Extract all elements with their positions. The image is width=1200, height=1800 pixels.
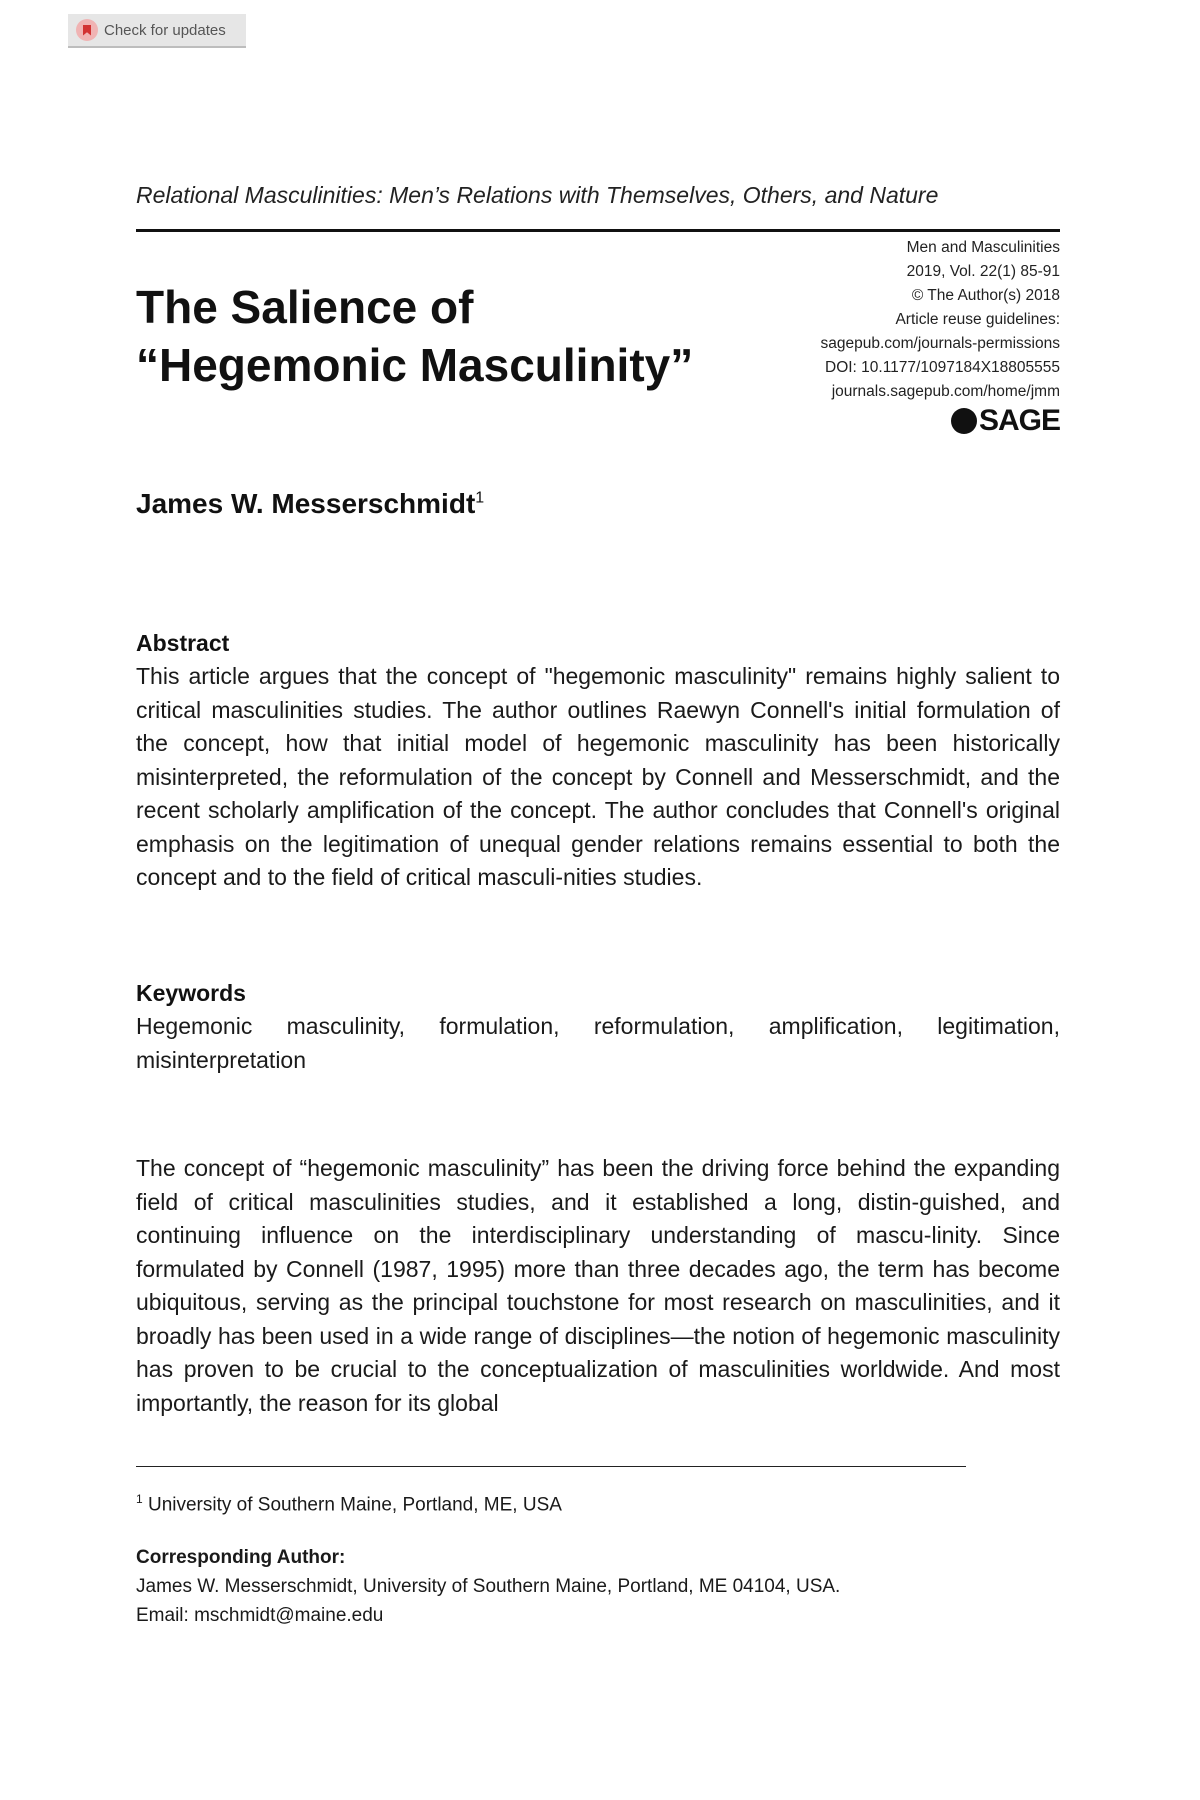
footnote-divider (136, 1466, 966, 1467)
bookmark-icon (76, 19, 98, 41)
reuse-guidelines: Article reuse guidelines: (895, 311, 1060, 328)
series-title: Relational Masculinities: Men’s Relations with Themselves, Others, and Nature (136, 182, 939, 208)
body-paragraph: The concept of “hegemonic masculinity” has been the driving force behind the expanding field of critical masculinities studies, and it established a long, distin-guished, and continuing influence on the interdisciplinary understanding of mascu-linity. Since formulated by Connell (1987, 1995) more than three decades ago, the term has become ubiquitous, serving as the principal touchstone for most research on masculinities, and it broadly has been used in a wide range of disciplines—the notion of hegemonic masculinity has proven to be crucial to the conceptualization of masculinities worldwide. And most importantly, the reason for its global (136, 1155, 1060, 1416)
doi-link[interactable]: DOI: 10.1177/1097184X18805555 (825, 359, 1060, 376)
footnote-affiliation-text: University of Southern Maine, Portland, ME, USA (147, 1494, 562, 1516)
sage-logo-icon (951, 408, 977, 434)
permissions-link[interactable]: sagepub.com/journals-permissions (820, 335, 1060, 352)
corresponding-author-email[interactable]: Email: mschmidt@maine.edu (136, 1605, 384, 1626)
keywords-heading: Keywords (136, 980, 246, 1006)
article-title (136, 278, 693, 394)
author-name (136, 488, 484, 520)
title-line-1: The Salience of (136, 281, 474, 333)
keywords-text: Hegemonic masculinity, formulation, reformulation, amplification, legitimation, misinterpretation (136, 1013, 1060, 1073)
title-line-2: “Hegemonic Masculinity” (136, 339, 694, 391)
sage-logo (951, 406, 1060, 436)
check-for-updates-button[interactable] (68, 14, 246, 48)
footnote-affiliation (136, 1492, 562, 1516)
journal-copyright: © The Author(s) 2018 (911, 287, 1060, 304)
corresponding-author-details: James W. Messerschmidt, University of Southern Maine, Portland, ME 04104, USA. (136, 1576, 841, 1597)
title-divider (136, 229, 1060, 232)
journal-home-link[interactable]: journals.sagepub.com/home/jmm (831, 383, 1060, 400)
author-affiliation-mark: 1 (475, 489, 485, 507)
footnote-mark: 1 (136, 1492, 143, 1506)
abstract-heading: Abstract (136, 630, 230, 656)
sage-logo-text: SAGE (978, 404, 1060, 437)
check-for-updates-label: Check for updates (104, 21, 226, 39)
journal-info (820, 236, 1060, 404)
author-name-text: James W. Messerschmidt (136, 488, 476, 519)
corresponding-author-label: Corresponding Author: (136, 1547, 346, 1568)
journal-volume: 2019, Vol. 22(1) 85-91 (906, 263, 1060, 280)
abstract-text: This article argues that the concept of "hegemonic masculinity" remains highly salient to critical masculinities studies. The author outlines Raewyn Connell's initial formulation of the concept, how that initial model of hegemonic masculinity has been historically misinterpreted, the reformulation of the concept by Connell and Messerschmidt, and the recent scholarly amplification of the concept. The author concludes that Connell's original emphasis on the legitimation of unequal gender relations remains essential to both the concept and to the field of critical masculi-nities studies. (136, 663, 1060, 890)
journal-name: Men and Masculinities (906, 239, 1060, 256)
